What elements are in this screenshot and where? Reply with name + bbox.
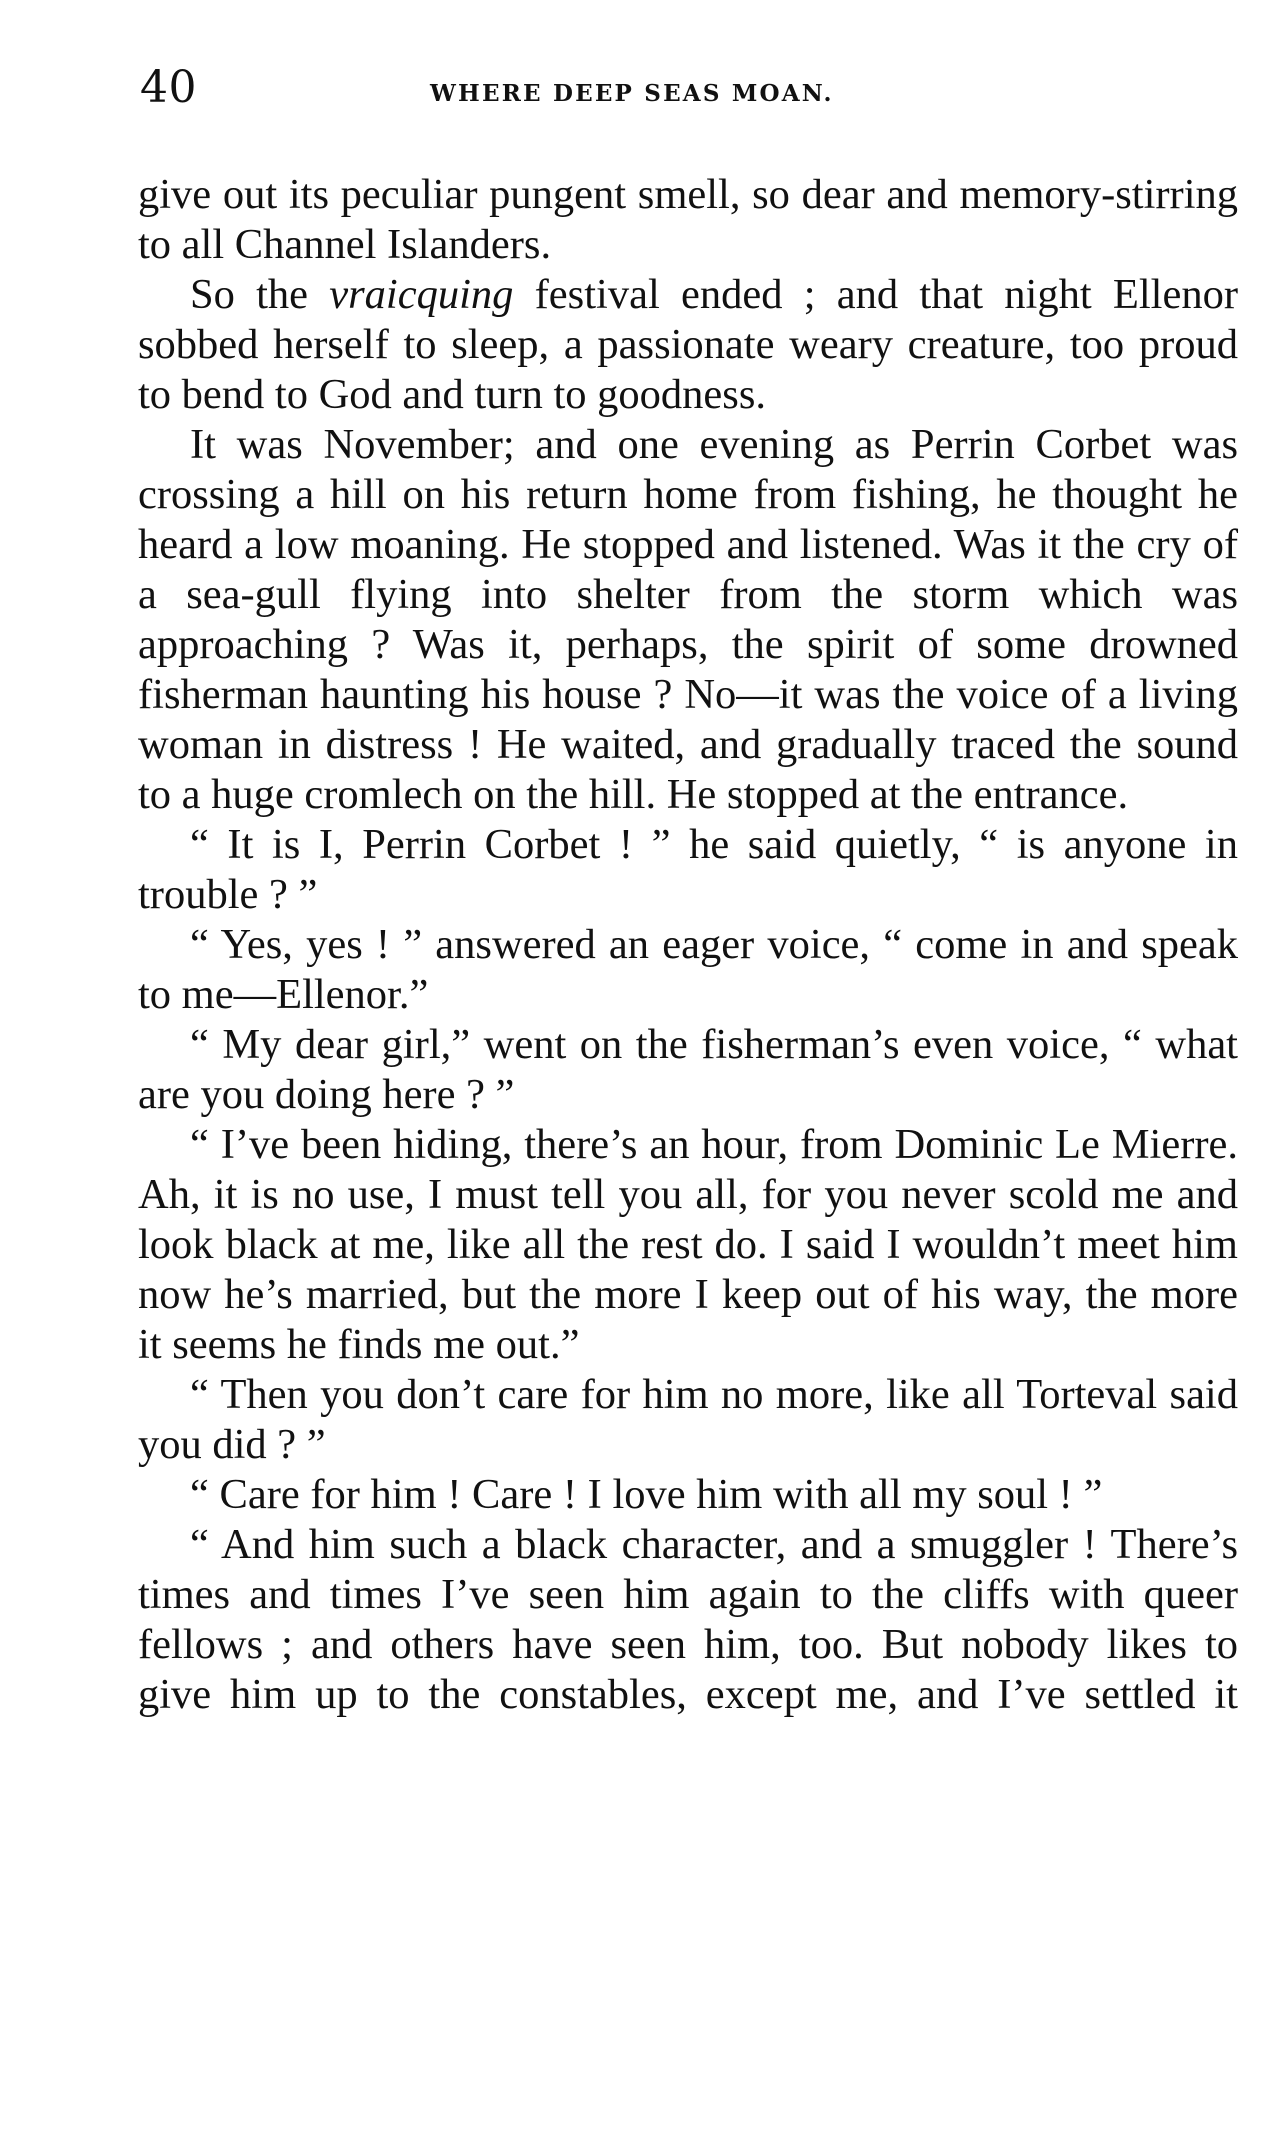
paragraph-continued: give out its peculiar pungent smell, so dear and memory-stirring to all Channel Islanders. xyxy=(138,171,1238,268)
italic-word: vraicquing xyxy=(329,271,514,318)
paragraph-dialogue: “ Yes, yes ! ” answered an eager voice, “ come in and speak to me—Ellenor.” xyxy=(138,921,1238,1018)
paragraph-dialogue: “ My dear girl,” went on the fisherman’s even voice, “ what are you doing here ? ” xyxy=(138,1021,1238,1118)
body-text xyxy=(138,170,1238,1720)
running-title: WHERE DEEP SEAS MOAN. xyxy=(430,80,834,107)
page-header xyxy=(140,62,1235,122)
paragraph-november: It was November; and one evening as Perrin Corbet was crossing a hill on his return home from fishing, he thought he heard a low moaning. He stopped and listened. Was it the cry of a sea-gull flying into shelter from the storm which was approaching ? Was it, perhaps, the spirit of some drowned fisherman haunting his house ? No—it was the voice of a living woman in distress ! He waited, and gradually traced the sound to a huge cromlech on the hill. He stopped at the entrance. xyxy=(138,421,1238,818)
paragraph-dialogue-continues: “ And him such a black character, and a smuggler ! There’s times and times I’ve seen him again to the cliffs with queer fellows ; and others have seen him, too. But nobody likes to give him up to the constables, except me, and I’ve settled it xyxy=(138,1521,1238,1718)
paragraph-text: So the xyxy=(190,271,330,318)
page-number: 40 xyxy=(140,62,197,113)
paragraph-text: festival ended ; and that night Ellenor sobbed herself to sleep, a passionate weary creature, too proud to bend to God and turn to goodness. xyxy=(138,271,1238,418)
paragraph-dialogue: “ Then you don’t care for him no more, like all Torteval said you did ? ” xyxy=(138,1371,1238,1468)
paragraph-dialogue: “ I’ve been hiding, there’s an hour, from Dominic Le Mierre. Ah, it is no use, I must tell you all, for you never scold me and look black at me, like all the rest do. I said I wouldn’t meet him now he’s married, but the more I keep out of his way, the more it seems he finds me out.” xyxy=(138,1121,1238,1368)
paragraph-dialogue: “ It is I, Perrin Corbet ! ” he said quietly, “ is anyone in trouble ? ” xyxy=(138,821,1238,918)
paragraph-festival-ended xyxy=(138,270,1238,420)
paragraph-dialogue: “ Care for him ! Care ! I love him with all my soul ! ” xyxy=(190,1471,1103,1518)
